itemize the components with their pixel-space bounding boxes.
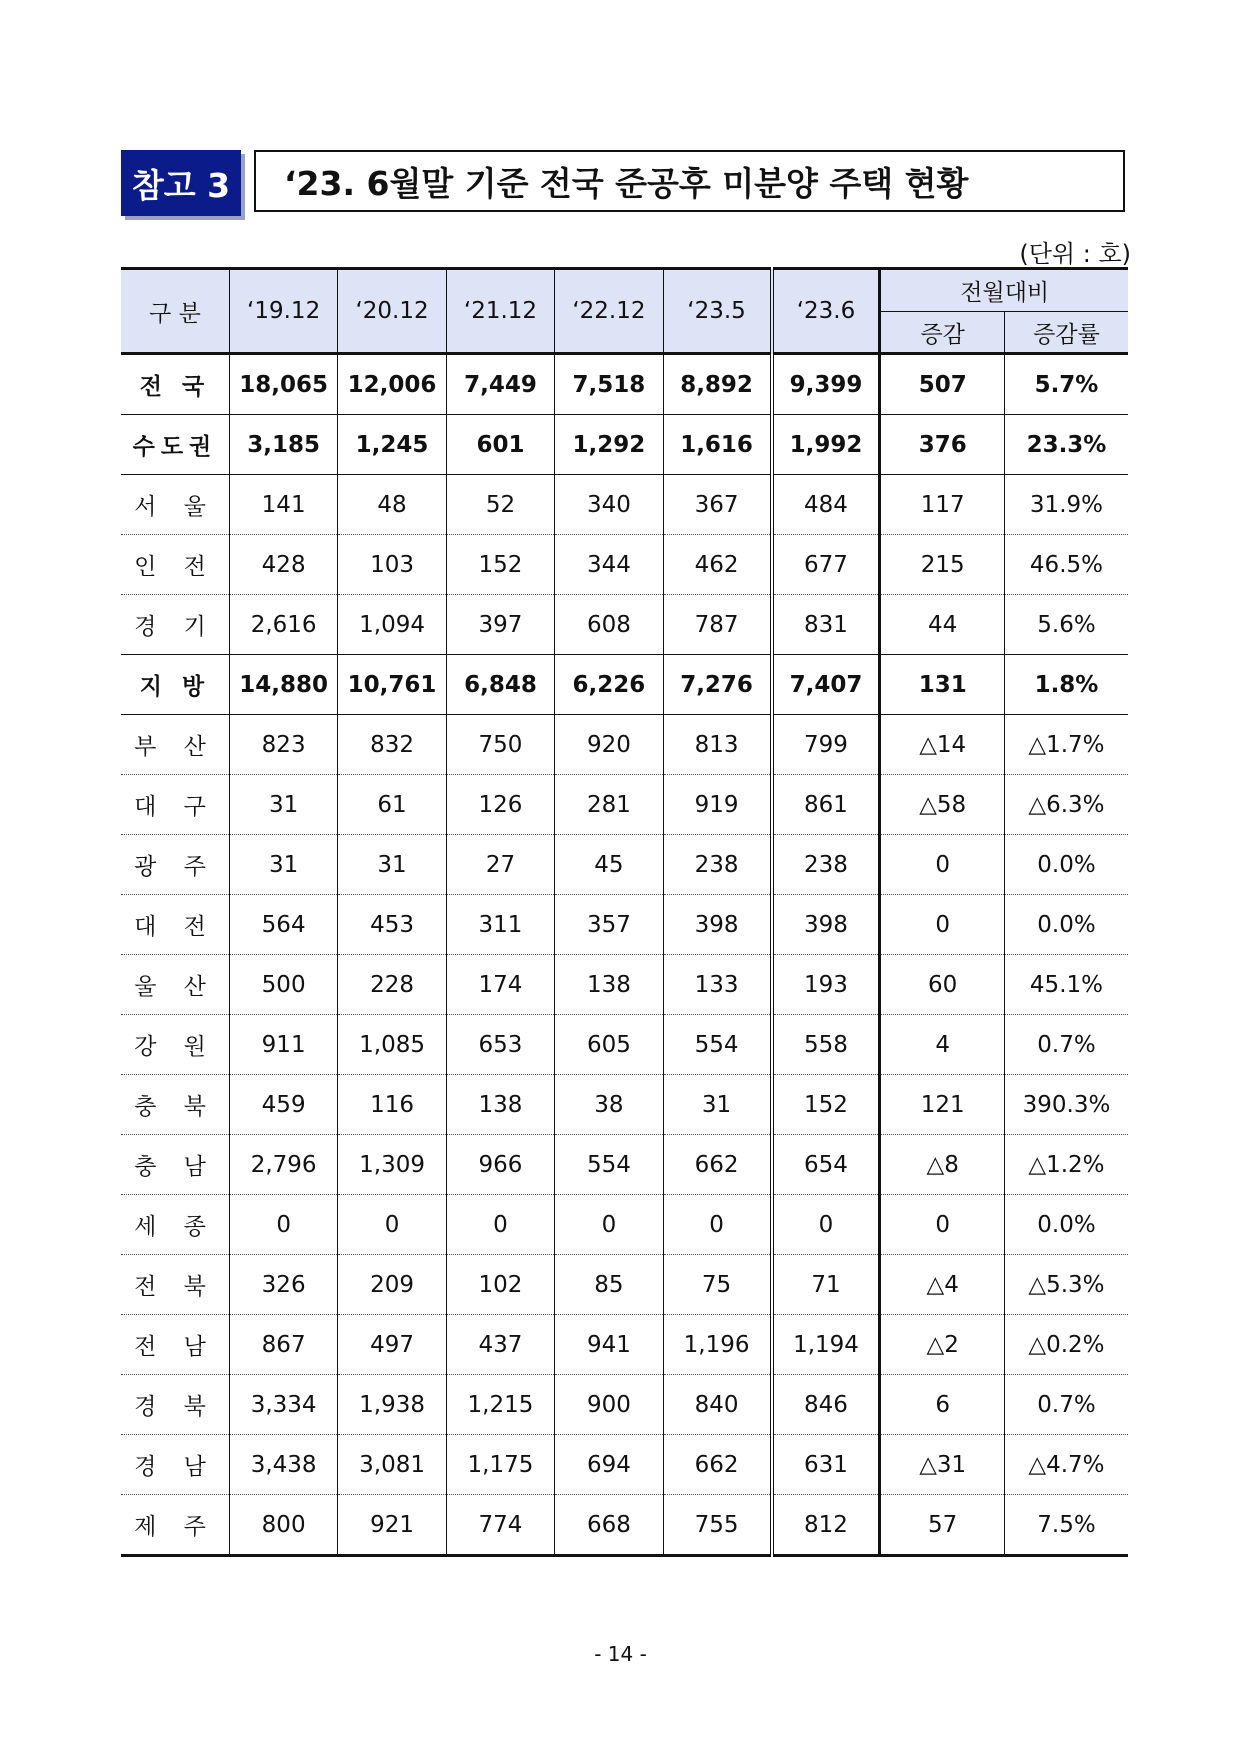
- table-cell: 1,085: [338, 1015, 446, 1075]
- table-cell: 831: [772, 595, 880, 655]
- table-cell: △58: [880, 775, 1004, 835]
- table-cell: 867: [229, 1315, 337, 1375]
- table-cell: 6: [880, 1375, 1004, 1435]
- table-cell: 281: [555, 775, 663, 835]
- row-label: 경 남: [121, 1435, 229, 1495]
- table-cell: 10,761: [338, 655, 446, 715]
- row-label: 대 구: [121, 775, 229, 835]
- table-cell: 31: [229, 835, 337, 895]
- table-cell: 484: [772, 475, 880, 535]
- table-cell: 846: [772, 1375, 880, 1435]
- table-cell: △5.3%: [1004, 1255, 1128, 1315]
- table-cell: 832: [338, 715, 446, 775]
- table-cell: △1.2%: [1004, 1135, 1128, 1195]
- table-cell: 31.9%: [1004, 475, 1128, 535]
- table-cell: △6.3%: [1004, 775, 1128, 835]
- page-title: ‘23. 6월말 기준 전국 준공후 미분양 주택 현황: [254, 150, 1125, 212]
- row-label: 서 울: [121, 475, 229, 535]
- table-cell: 23.3%: [1004, 415, 1128, 475]
- table-cell: 131: [880, 655, 1004, 715]
- table-cell: 85: [555, 1255, 663, 1315]
- table-cell: 31: [229, 775, 337, 835]
- table-cell: 564: [229, 895, 337, 955]
- table-row: [121, 715, 1128, 775]
- table-cell: 2,796: [229, 1135, 337, 1195]
- title-bar: [121, 150, 1129, 216]
- table-cell: 138: [446, 1075, 554, 1135]
- table-cell: 238: [663, 835, 771, 895]
- table-cell: 4: [880, 1015, 1004, 1075]
- table-cell: 2,616: [229, 595, 337, 655]
- table-cell: 152: [772, 1075, 880, 1135]
- table-cell: 0: [880, 1195, 1004, 1255]
- table-row: [121, 1135, 1128, 1195]
- table-cell: 52: [446, 475, 554, 535]
- table-cell: 437: [446, 1315, 554, 1375]
- table-cell: 662: [663, 1435, 771, 1495]
- table-cell: 0: [338, 1195, 446, 1255]
- table-cell: 653: [446, 1015, 554, 1075]
- table-cell: 654: [772, 1135, 880, 1195]
- table-row: [121, 354, 1128, 415]
- table-cell: 1,245: [338, 415, 446, 475]
- table-cell: 12,006: [338, 354, 446, 415]
- table-cell: △4: [880, 1255, 1004, 1315]
- table-cell: 605: [555, 1015, 663, 1075]
- table-cell: 6,848: [446, 655, 554, 715]
- table-cell: 668: [555, 1495, 663, 1556]
- table-cell: 812: [772, 1495, 880, 1556]
- table-cell: 0.7%: [1004, 1375, 1128, 1435]
- table-cell: 800: [229, 1495, 337, 1556]
- table-cell: 558: [772, 1015, 880, 1075]
- table-cell: 45.1%: [1004, 955, 1128, 1015]
- table-cell: 3,334: [229, 1375, 337, 1435]
- row-label: 수도권: [121, 415, 229, 475]
- table-row: [121, 655, 1128, 715]
- table-cell: 694: [555, 1435, 663, 1495]
- table-cell: △31: [880, 1435, 1004, 1495]
- table-cell: 141: [229, 475, 337, 535]
- table-cell: 174: [446, 955, 554, 1015]
- row-label: 광 주: [121, 835, 229, 895]
- table-cell: 554: [663, 1015, 771, 1075]
- table-cell: 8,892: [663, 354, 771, 415]
- table-row: [121, 1195, 1128, 1255]
- row-label: 울 산: [121, 955, 229, 1015]
- table-cell: 0.0%: [1004, 1195, 1128, 1255]
- table-cell: △0.2%: [1004, 1315, 1128, 1375]
- table-cell: 601: [446, 415, 554, 475]
- table-cell: 344: [555, 535, 663, 595]
- table-cell: 117: [880, 475, 1004, 535]
- table-row: [121, 955, 1128, 1015]
- table-cell: 376: [880, 415, 1004, 475]
- table-cell: 453: [338, 895, 446, 955]
- table-cell: 7,449: [446, 354, 554, 415]
- table-row: [121, 1435, 1128, 1495]
- table-cell: 7,407: [772, 655, 880, 715]
- table-cell: 0: [663, 1195, 771, 1255]
- row-label: 경 기: [121, 595, 229, 655]
- table-cell: 813: [663, 715, 771, 775]
- table-row: [121, 1255, 1128, 1315]
- table-cell: 0: [880, 895, 1004, 955]
- page-number: - 14 -: [594, 1642, 647, 1666]
- unit-label: (단위 : 호): [1019, 240, 1131, 268]
- table-cell: 0: [880, 835, 1004, 895]
- table-row: [121, 1375, 1128, 1435]
- table-cell: 554: [555, 1135, 663, 1195]
- table-cell: 799: [772, 715, 880, 775]
- table-cell: 103: [338, 535, 446, 595]
- table-cell: 1,094: [338, 595, 446, 655]
- table-cell: 0: [555, 1195, 663, 1255]
- table-cell: 0.7%: [1004, 1015, 1128, 1075]
- table-cell: 966: [446, 1135, 554, 1195]
- row-label: 대 전: [121, 895, 229, 955]
- table-cell: 0: [229, 1195, 337, 1255]
- table-cell: 920: [555, 715, 663, 775]
- table-cell: 840: [663, 1375, 771, 1435]
- table-row: [121, 835, 1128, 895]
- table-cell: 61: [338, 775, 446, 835]
- table-cell: 462: [663, 535, 771, 595]
- table-cell: 38: [555, 1075, 663, 1135]
- row-label: 충 남: [121, 1135, 229, 1195]
- table-cell: 1,175: [446, 1435, 554, 1495]
- reference-badge: 참고 3: [121, 150, 241, 216]
- table-cell: 133: [663, 955, 771, 1015]
- table-cell: △4.7%: [1004, 1435, 1128, 1495]
- row-label: 제 주: [121, 1495, 229, 1556]
- table-cell: 60: [880, 955, 1004, 1015]
- table-cell: 1,292: [555, 415, 663, 475]
- table-cell: △14: [880, 715, 1004, 775]
- table-cell: 5.6%: [1004, 595, 1128, 655]
- table-cell: 6,226: [555, 655, 663, 715]
- table-cell: 677: [772, 535, 880, 595]
- table-cell: 497: [338, 1315, 446, 1375]
- table-cell: 900: [555, 1375, 663, 1435]
- header-period: ‘20.12: [338, 269, 446, 354]
- header-period: ‘19.12: [229, 269, 337, 354]
- table-cell: 215: [880, 535, 1004, 595]
- table-cell: 500: [229, 955, 337, 1015]
- table-cell: 357: [555, 895, 663, 955]
- header-category: 구 분: [121, 269, 229, 354]
- table-cell: 7.5%: [1004, 1495, 1128, 1556]
- table-row: [121, 595, 1128, 655]
- table-row: [121, 775, 1128, 835]
- table-cell: 116: [338, 1075, 446, 1135]
- header-period: ‘23.6: [772, 269, 880, 354]
- table-cell: 0.0%: [1004, 835, 1128, 895]
- table-cell: 238: [772, 835, 880, 895]
- table-cell: 774: [446, 1495, 554, 1556]
- table-cell: 787: [663, 595, 771, 655]
- header-period: ‘22.12: [555, 269, 663, 354]
- table-row: [121, 415, 1128, 475]
- table-cell: 57: [880, 1495, 1004, 1556]
- table-cell: 46.5%: [1004, 535, 1128, 595]
- table-cell: 7,276: [663, 655, 771, 715]
- table-cell: 662: [663, 1135, 771, 1195]
- row-label: 전 남: [121, 1315, 229, 1375]
- table-cell: 921: [338, 1495, 446, 1556]
- table-cell: 31: [338, 835, 446, 895]
- header-period: ‘21.12: [446, 269, 554, 354]
- table-cell: 9,399: [772, 354, 880, 415]
- table-cell: 3,185: [229, 415, 337, 475]
- table-cell: 48: [338, 475, 446, 535]
- table-cell: 31: [663, 1075, 771, 1135]
- table-cell: 209: [338, 1255, 446, 1315]
- header-period: ‘23.5: [663, 269, 771, 354]
- table-cell: 631: [772, 1435, 880, 1495]
- table-cell: 44: [880, 595, 1004, 655]
- header-change-group: 전월대비: [880, 269, 1128, 312]
- table-cell: 397: [446, 595, 554, 655]
- table-cell: 823: [229, 715, 337, 775]
- table-cell: 138: [555, 955, 663, 1015]
- table-cell: 102: [446, 1255, 554, 1315]
- row-label: 부 산: [121, 715, 229, 775]
- table-row: [121, 535, 1128, 595]
- table-cell: 126: [446, 775, 554, 835]
- table-row: [121, 475, 1128, 535]
- header-change-abs: 증감: [880, 312, 1004, 354]
- row-label: 지 방: [121, 655, 229, 715]
- table-cell: 152: [446, 535, 554, 595]
- table-cell: 27: [446, 835, 554, 895]
- table-cell: 755: [663, 1495, 771, 1556]
- row-label: 전 북: [121, 1255, 229, 1315]
- table-row: [121, 1495, 1128, 1556]
- table-cell: 911: [229, 1015, 337, 1075]
- row-label: 전 국: [121, 354, 229, 415]
- table-cell: 7,518: [555, 354, 663, 415]
- table-cell: 340: [555, 475, 663, 535]
- table-cell: 367: [663, 475, 771, 535]
- table-cell: 75: [663, 1255, 771, 1315]
- table-cell: 1,992: [772, 415, 880, 475]
- table-cell: △1.7%: [1004, 715, 1128, 775]
- table-cell: 941: [555, 1315, 663, 1375]
- table-cell: 71: [772, 1255, 880, 1315]
- table-cell: 228: [338, 955, 446, 1015]
- table-cell: 1,938: [338, 1375, 446, 1435]
- table-cell: 1.8%: [1004, 655, 1128, 715]
- table-cell: 45: [555, 835, 663, 895]
- table-cell: 121: [880, 1075, 1004, 1135]
- table-cell: 919: [663, 775, 771, 835]
- table-cell: △2: [880, 1315, 1004, 1375]
- table-cell: 1,196: [663, 1315, 771, 1375]
- table-cell: 3,081: [338, 1435, 446, 1495]
- table-row: [121, 895, 1128, 955]
- table-cell: 0: [446, 1195, 554, 1255]
- table-cell: 1,215: [446, 1375, 554, 1435]
- table-cell: △8: [880, 1135, 1004, 1195]
- row-label: 경 북: [121, 1375, 229, 1435]
- row-label: 충 북: [121, 1075, 229, 1135]
- table-cell: 390.3%: [1004, 1075, 1128, 1135]
- table-cell: 0.0%: [1004, 895, 1128, 955]
- table-cell: 5.7%: [1004, 354, 1128, 415]
- table-cell: 18,065: [229, 354, 337, 415]
- table-cell: 428: [229, 535, 337, 595]
- table-cell: 750: [446, 715, 554, 775]
- table-cell: 3,438: [229, 1435, 337, 1495]
- row-label: 세 종: [121, 1195, 229, 1255]
- row-label: 인 전: [121, 535, 229, 595]
- table-cell: 0: [772, 1195, 880, 1255]
- table-cell: 14,880: [229, 655, 337, 715]
- table-cell: 1,309: [338, 1135, 446, 1195]
- row-label: 강 원: [121, 1015, 229, 1075]
- table-row: [121, 1075, 1128, 1135]
- table-cell: 398: [772, 895, 880, 955]
- header-row: [121, 269, 1128, 312]
- table-cell: 507: [880, 354, 1004, 415]
- table-cell: 326: [229, 1255, 337, 1315]
- table-cell: 398: [663, 895, 771, 955]
- table-cell: 1,616: [663, 415, 771, 475]
- table-cell: 311: [446, 895, 554, 955]
- unsold-housing-table: [121, 267, 1128, 1557]
- table-cell: 608: [555, 595, 663, 655]
- table-cell: 193: [772, 955, 880, 1015]
- table-row: [121, 1315, 1128, 1375]
- table-row: [121, 1015, 1128, 1075]
- header-change-rate: 증감률: [1004, 312, 1128, 354]
- table-cell: 1,194: [772, 1315, 880, 1375]
- table-cell: 459: [229, 1075, 337, 1135]
- table-cell: 861: [772, 775, 880, 835]
